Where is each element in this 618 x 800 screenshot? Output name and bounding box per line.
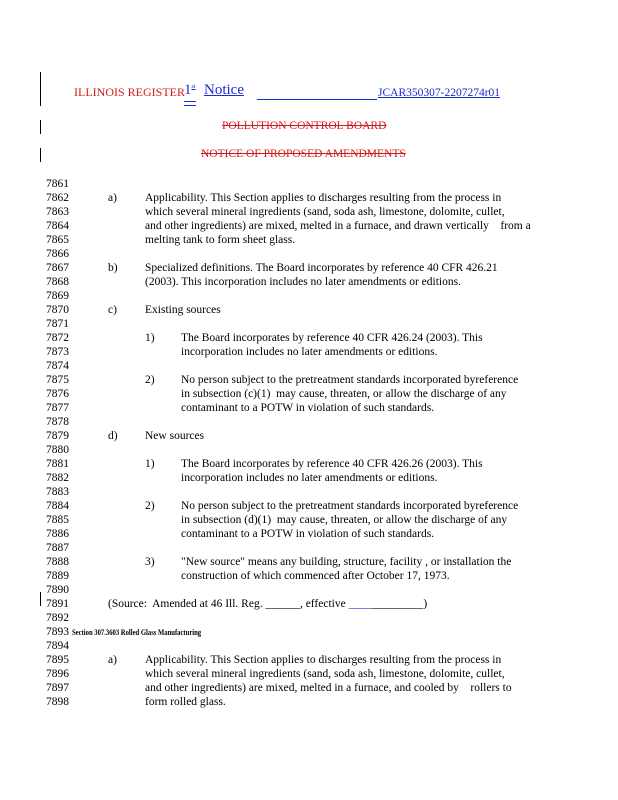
line-number: 7878	[46, 416, 69, 428]
item-a-line: Applicability. This Section applies to discharges resulting from the process in	[145, 192, 502, 204]
revision-bar	[40, 148, 41, 162]
line-number: 7864	[46, 220, 69, 232]
board-name: POLLUTION CONTROL BOARD	[222, 120, 387, 132]
revision-bar	[40, 120, 41, 134]
revision-bar	[40, 72, 41, 106]
header-double-underline	[184, 101, 196, 106]
revision-bar	[40, 592, 41, 606]
item-a2-line: form rolled glass.	[145, 696, 226, 708]
notice-title: NOTICE OF PROPOSED AMENDMENTS	[201, 148, 406, 160]
jcar-code: JCAR350307-2207274r01	[378, 87, 501, 99]
item-d2-line: contaminant to a POTW in violation of such standards.	[181, 528, 435, 540]
line-number: 7865	[46, 234, 69, 246]
item-a2-label: a)	[108, 654, 117, 666]
line-number: 7867	[46, 262, 69, 274]
item-d3-label: 3)	[145, 556, 155, 568]
line-number: 7891	[46, 598, 69, 610]
line-number: 7895	[46, 654, 69, 666]
source-note-prefix: (Source: Amended at 46 Ill. Reg. ______, effective	[108, 598, 349, 610]
line-number: 7869	[46, 290, 69, 302]
page-number-digit: 1	[184, 82, 192, 98]
item-d2-line: No person subject to the pretreatment standards incorporated byreference	[181, 500, 519, 512]
line-number: 7890	[46, 584, 69, 596]
line-number: 7868	[46, 276, 69, 288]
item-d2-line: in subsection (d)(1) may cause, threaten, or allow the discharge of any	[181, 514, 508, 526]
item-d2-label: 2)	[145, 500, 155, 512]
line-number: 7892	[46, 612, 69, 624]
item-a2-line: and other ingredients) are mixed, melted in a furnace, and cooled by rollers to	[145, 682, 512, 694]
line-number: 7874	[46, 360, 69, 372]
line-number: 7872	[46, 332, 69, 344]
line-number: 7861	[46, 178, 69, 190]
item-a-line: melting tank to form sheet glass.	[145, 234, 296, 246]
line-number: 7881	[46, 458, 69, 470]
item-d1-line: The Board incorporates by reference 40 CFR 426.26 (2003). This	[181, 458, 483, 470]
item-c2-line: No person subject to the pretreatment standards incorporated byreference	[181, 374, 519, 386]
item-a2-line: Applicability. This Section applies to discharges resulting from the process in	[145, 654, 502, 666]
line-number: 7887	[46, 542, 69, 554]
line-number: 7894	[46, 640, 69, 652]
item-c1-line: The Board incorporates by reference 40 CFR 426.24 (2003). This	[181, 332, 483, 344]
item-d1-line: incorporation includes no later amendments or editions.	[181, 472, 438, 484]
item-c-text: Existing sources	[145, 304, 221, 316]
header-rule	[257, 99, 377, 100]
item-c2-label: 2)	[145, 374, 155, 386]
source-note-suffix: _________)	[371, 598, 428, 610]
line-number: 7896	[46, 668, 69, 680]
line-number: 7883	[46, 486, 69, 498]
line-number: 7871	[46, 318, 69, 330]
page-number	[184, 82, 196, 99]
item-c2-line: contaminant to a POTW in violation of such standards.	[181, 402, 435, 414]
line-number: 7866	[46, 248, 69, 260]
item-c2-line: in subsection (c)(1) may cause, threaten, or allow the discharge of any	[181, 388, 507, 400]
notice-label: Notice	[204, 82, 244, 98]
item-a2-line: which several mineral ingredients (sand, soda ash, limestone, dolomite, cullet,	[145, 668, 505, 680]
line-number: 7863	[46, 206, 69, 218]
line-number: 7888	[46, 556, 69, 568]
item-d-label: d)	[108, 430, 118, 442]
line-number: 7862	[46, 192, 69, 204]
item-b-line: Specialized definitions. The Board incorporates by reference 40 CFR 426.21	[145, 262, 498, 274]
line-number: 7884	[46, 500, 69, 512]
line-number: 7898	[46, 696, 69, 708]
source-note	[108, 598, 427, 610]
item-d3-line: "New source" means any building, structure, facility , or installation the	[181, 556, 512, 568]
item-c-label: c)	[108, 304, 117, 316]
page-number-sup: st	[191, 84, 196, 90]
line-number: 7879	[46, 430, 69, 442]
line-number: 7886	[46, 528, 69, 540]
item-c1-label: 1)	[145, 332, 155, 344]
item-d1-label: 1)	[145, 458, 155, 470]
line-number: 7876	[46, 388, 69, 400]
line-number: 7889	[46, 570, 69, 582]
line-number: 7882	[46, 472, 69, 484]
line-number: 7897	[46, 682, 69, 694]
item-c1-line: incorporation includes no later amendments or editions.	[181, 346, 438, 358]
item-b-label: b)	[108, 262, 118, 274]
item-a-label: a)	[108, 192, 117, 204]
item-b-line: (2003). This incorporation includes no later amendments or editions.	[145, 276, 461, 288]
line-number: 7877	[46, 402, 69, 414]
item-d-text: New sources	[145, 430, 205, 442]
register-title: ILLINOIS REGISTER	[74, 85, 185, 99]
item-a-line: and other ingredients) are mixed, melted in a furnace, and drawn vertically from a	[145, 220, 531, 232]
item-d3-line: construction of which commenced after October 17, 1973.	[181, 570, 450, 582]
line-number: 7875	[46, 374, 69, 386]
item-a-line: which several mineral ingredients (sand, soda ash, limestone, dolomite, cullet,	[145, 206, 505, 218]
line-number: 7880	[46, 444, 69, 456]
line-number: 7885	[46, 514, 69, 526]
section-heading: Section 307.3603 Rolled Glass Manufacturing	[72, 627, 202, 637]
line-number: 7893	[46, 626, 69, 638]
line-number: 7870	[46, 304, 69, 316]
line-number: 7873	[46, 346, 69, 358]
source-note-date: ____	[348, 598, 372, 610]
